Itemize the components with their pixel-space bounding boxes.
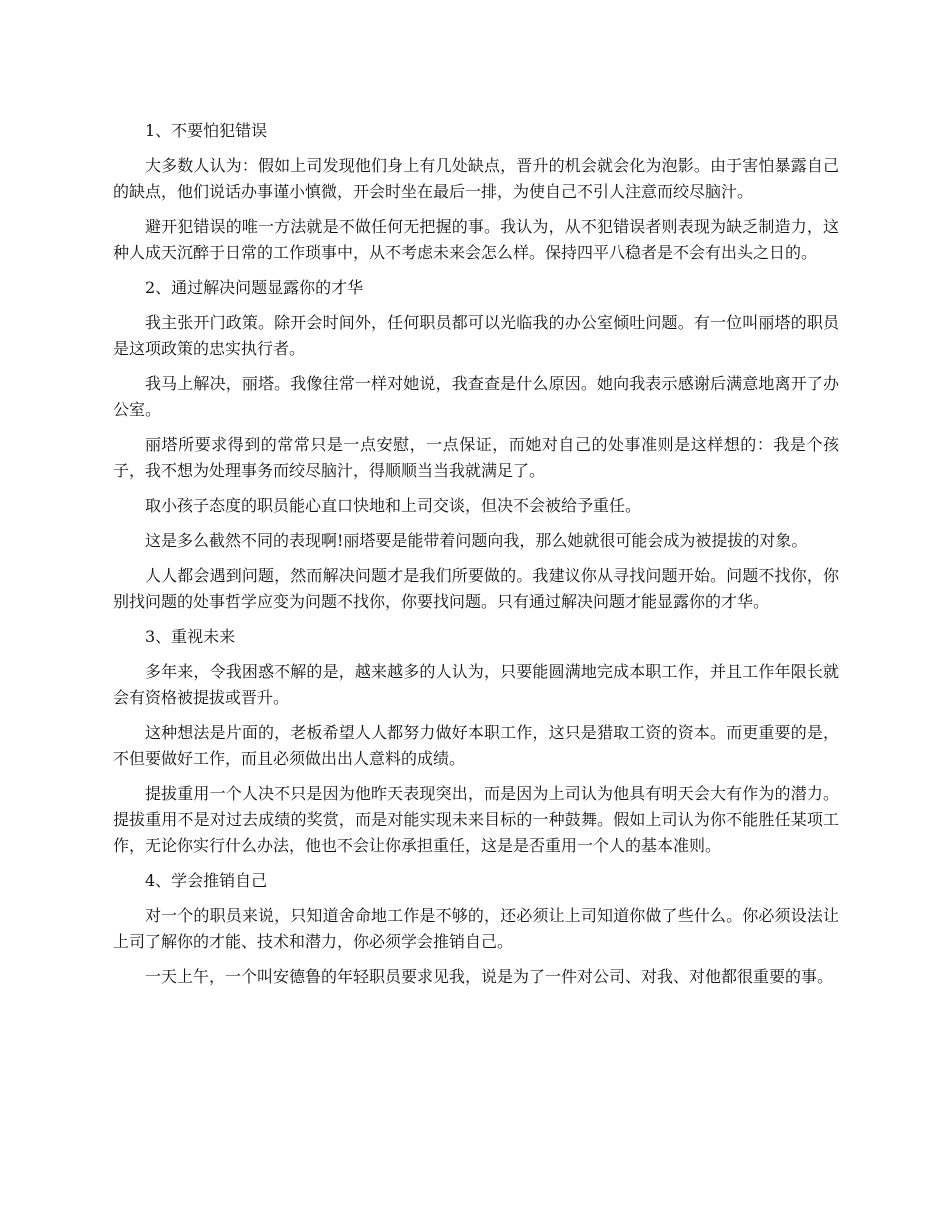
paragraph: 多年来，令我困惑不解的是，越来越多的人认为，只要能圆满地完成本职工作，并且工作年限长就会有资格被提拔或晋升。 — [113, 662, 839, 707]
paragraph: 丽塔所要求得到的常常只是一点安慰，一点保证，而她对自己的处事准则是这样想的：我是个孩子，我不想为处理事务而绞尽脑汁，得顺顺当当我就满足了。 — [113, 435, 839, 480]
paragraph: 对一个的职员来说，只知道舍命地工作是不够的，还必须让上司知道你做了些什么。你必须设法让上司了解你的才能、技术和潜力，你必须学会推销自己。 — [113, 906, 839, 951]
section-heading: 1、不要怕犯错误 — [145, 121, 268, 140]
section-heading: 4、学会推销自己 — [145, 871, 268, 890]
paragraph: 我主张开门政策。除开会时间外，任何职员都可以光临我的办公室倾吐问题。有一位叫丽塔的职员是这项政策的忠实执行者。 — [113, 313, 839, 358]
paragraph: 这是多么截然不同的表现啊!丽塔要是能带着问题向我，那么她就很可能会成为被提拔的对象。 — [145, 531, 808, 550]
paragraph: 大多数人认为：假如上司发现他们身上有几处缺点，晋升的机会就会化为泡影。由于害怕暴露自己的缺点，他们说话办事谨小慎微，开会时坐在最后一排，为使自己不引人注意而绞尽脑汁。 — [113, 156, 839, 201]
paragraph: 人人都会遇到问题，然而解决问题才是我们所要做的。我建议你从寻找问题开始。问题不找你，你别找问题的处事哲学应变为问题不找你，你要找问题。只有通过解决问题才能显露你的才华。 — [113, 566, 839, 611]
paragraph: 这种想法是片面的，老板希望人人都努力做好本职工作，这只是猎取工资的资本。而更重要的是，不但要做好工作，而且必须做出出人意料的成绩。 — [113, 723, 839, 768]
paragraph: 取小孩子态度的职员能心直口快地和上司交谈，但决不会被给予重任。 — [145, 496, 642, 515]
section-heading: 2、通过解决问题显露你的才华 — [145, 278, 364, 297]
document-page — [113, 118, 839, 999]
paragraph: 避开犯错误的唯一方法就是不做任何无把握的事。我认为，从不犯错误者则表现为缺乏制造力，这种人成天沉醉于日常的工作琐事中，从不考虑未来会怎么样。保持四平八稳者是不会有出头之日的。 — [113, 217, 839, 262]
section-heading: 3、重视未来 — [145, 627, 236, 646]
paragraph: 提拔重用一个人决不只是因为他昨天表现突出，而是因为上司认为他具有明天会大有作为的潜力。提拔重用不是对过去成绩的奖赏，而是对能实现未来目标的一种鼓舞。假如上司认为你不能胜任某项工作，无论你实行什么办法，他也不会让你承担重任，这是是否重用一个人的基本准则。 — [113, 784, 839, 855]
paragraph: 一天上午，一个叫安德鲁的年轻职员要求见我，说是为了一件对公司、对我、对他都很重要的事。 — [145, 967, 834, 986]
paragraph: 我马上解决，丽塔。我像往常一样对她说，我查查是什么原因。她向我表示感谢后满意地离开了办公室。 — [113, 374, 839, 419]
